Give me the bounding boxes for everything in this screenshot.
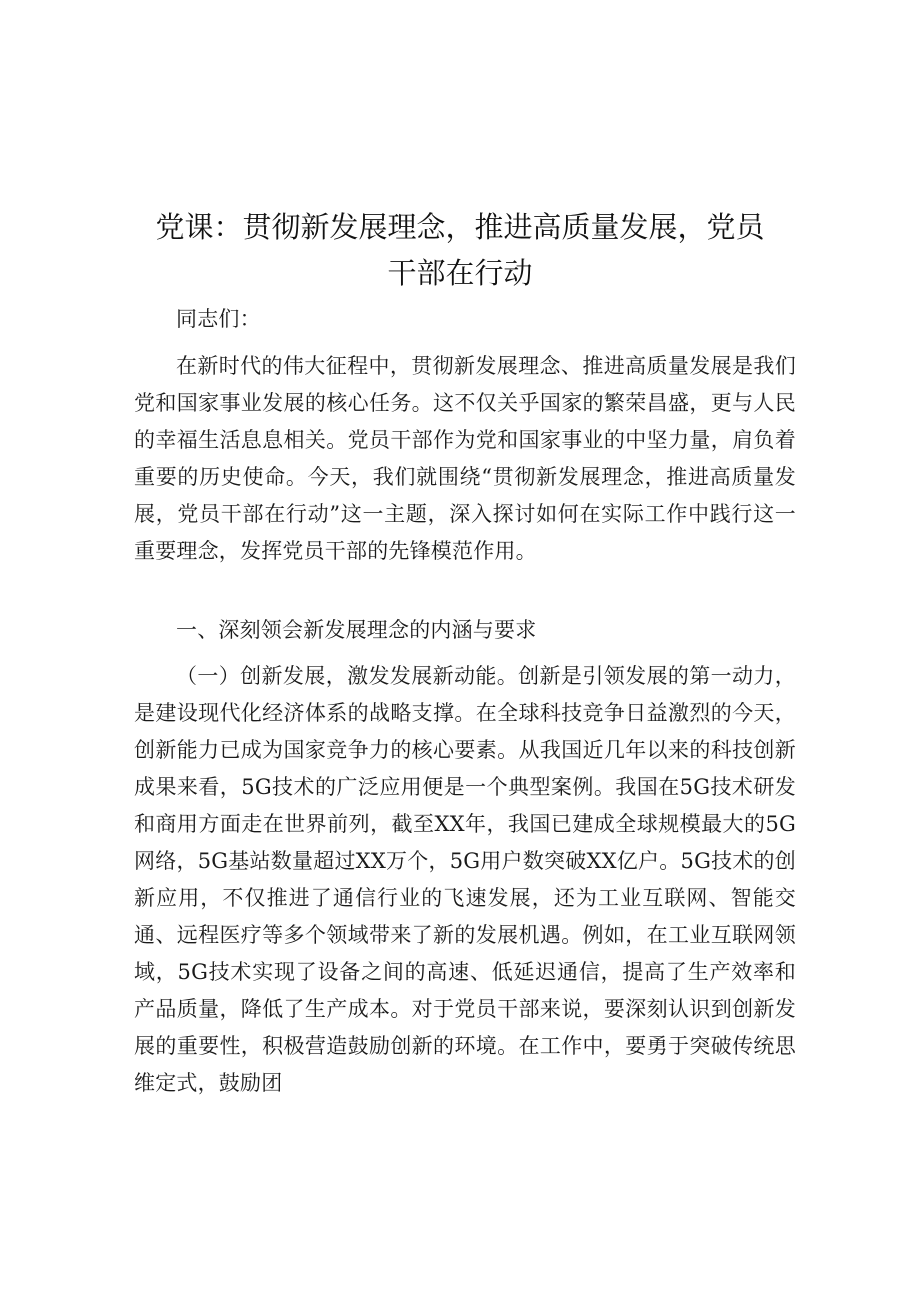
paragraph-intro: 在新时代的伟大征程中，贯彻新发展理念、推进高质量发展是我们党和国家事业发展的核心任务。这不仅关乎国家的繁荣昌盛，更与人民的幸福生活息息相关。党员干部作为党和国家事业的中坚力量，肩负着重要的历史使命。今天，我们就围绕“贯彻新发展理念，推进高质量发展，党员干部在行动”这一主题，深入探讨如何在实际工作中践行这一重要理念，发挥党员干部的先锋模范作用。: [134, 354, 796, 563]
greeting: 同志们：: [176, 307, 261, 331]
document-title: 党课：贯彻新发展理念，推进高质量发展，党员干部在行动: [155, 210, 765, 290]
section-heading-1: 一、深刻领会新发展理念的内涵与要求: [176, 618, 537, 642]
paragraph-innovation: （一）创新发展，激发发展新动能。创新是引领发展的第一动力，是建设现代化经济体系的战略支撑。在全球科技竞争日益激烈的今天，创新能力已成为国家竞争力的核心要素。从我国近几年以来的科技创新成果来看，5G技术的广泛应用便是一个典型案例。我国在5G技术研发和商用方面走在世界前列，截至XX年，我国已建成全球规模最大的5G网络，5G基站数量超过XX万个，5G用户数突破XX亿户。5G技术的创新应用，不仅推进了通信行业的飞速发展，还为工业互联网、智能交通、远程医疗等多个领域带来了新的发展机遇。例如，在工业互联网领域，5G技术实现了设备之间的高速、低延迟通信，提高了生产效率和产品质量，降低了生产成本。对于党员干部来说，要深刻认识到创新发展的重要性，积极营造鼓励创新的环境。在工作中，要勇于突破传统思维定式，鼓励团: [134, 664, 796, 1095]
